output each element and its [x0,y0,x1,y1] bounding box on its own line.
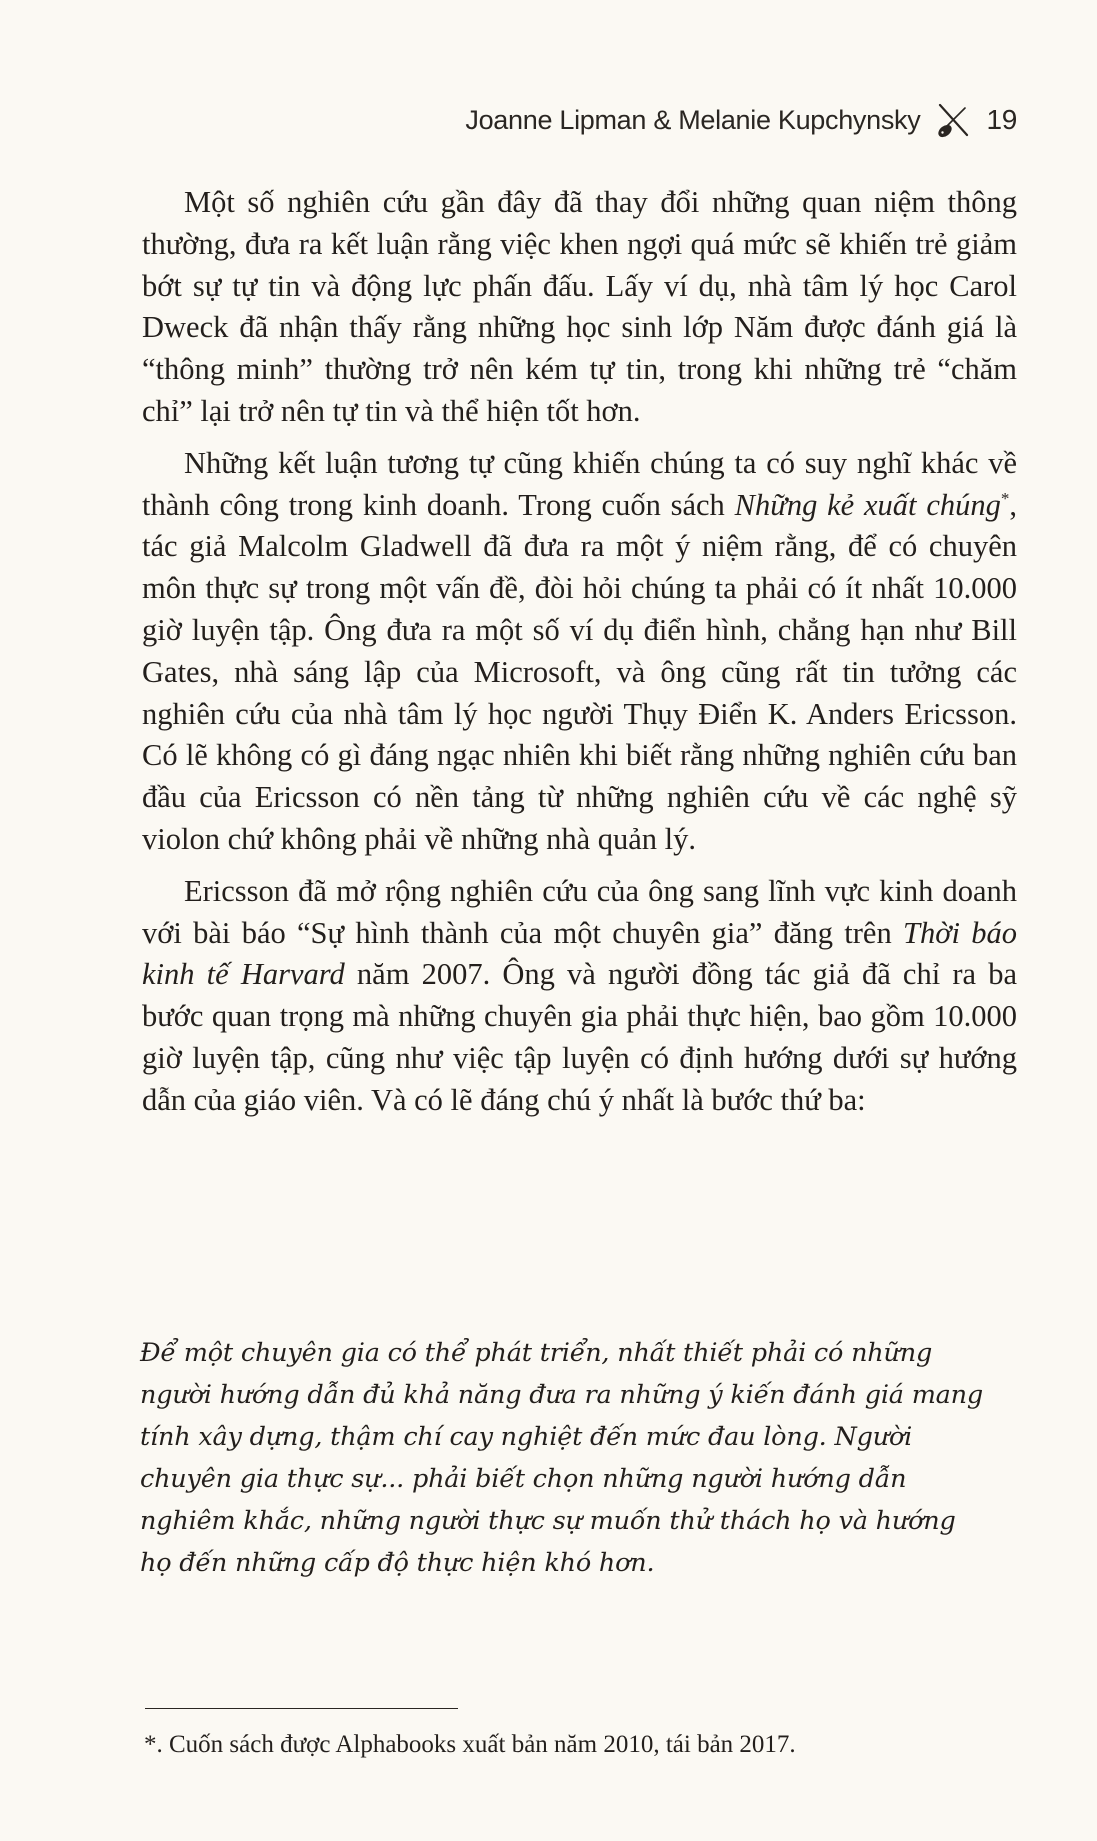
paragraph-2 [142,443,1017,861]
quote-line: chuyên gia thực sự... phải biết chọn những người hướng dẫn [140,1464,907,1494]
paragraph-2-text-a: Những kết luận tương tự cũng khiến chúng ta có suy nghĩ khác về thành công trong kinh doanh. Trong cuốn sách [142,445,1017,522]
quote-line: nghiêm khắc, những người thực sự muốn thử thách họ và hướng [140,1506,956,1536]
quote-line: Để một chuyên gia có thể phát triển, nhất thiết phải có những [140,1338,933,1368]
violin-icon [936,102,970,138]
block-quote [140,1332,984,1584]
footnote: *. Cuốn sách được Alphabooks xuất bản năm 2010, tái bản 2017. [144,1731,796,1758]
running-header [465,102,1017,138]
body-text [142,182,1017,1122]
book-title: Những kẻ xuất chúng [734,487,1001,522]
footnote-reference: * [1000,488,1010,508]
page-number: 19 [986,104,1017,135]
paragraph-3-text-a: Ericsson đã mở rộng nghiên cứu của ông sang lĩnh vực kinh doanh với bài báo “Sự hình thành của một chuyên gia” đăng trên [142,873,1017,950]
quote-line: tính xây dựng, thậm chí cay nghiệt đến mức đau lòng. Người [140,1422,913,1452]
quote-line: người hướng dẫn đủ khả năng đưa ra những ý kiến đánh giá mang [140,1380,984,1410]
journal-title: Thời báo kinh tế Harvard [142,915,1017,992]
paragraph-3 [142,871,1017,1122]
quote-line: họ đến những cấp độ thực hiện khó hơn. [140,1548,655,1578]
footnote-divider [145,1708,458,1709]
paragraph-2-text-b: , tác giả Malcolm Gladwell đã đưa ra một ý niệm rằng, để có chuyên môn thực sự trong một vấn đề, đòi hỏi chúng ta phải có ít nhất 10.000 giờ luyện tập. Ông đưa ra một số ví dụ điển hình, chẳng hạn như Bill Gates, nhà sáng lập của Microsoft, và ông cũng rất tin tưởng các nghiên cứu của nhà tâm lý học người Thụy Điển K. Anders Ericsson. Có lẽ không có gì đáng ngạc nhiên khi biết rằng những nghiên cứu ban đầu của Ericsson có nền tảng từ những nghiên cứu về các nghệ sỹ violon chứ không phải về những nhà quản lý. [142,487,1017,856]
running-title: Joanne Lipman & Melanie Kupchynsky [465,104,921,135]
paragraph-3-text-b: năm 2007. Ông và người đồng tác giả đã chỉ ra ba bước quan trọng mà những chuyên gia phải thực hiện, bao gồm 10.000 giờ luyện tập, cũng như việc tập luyện có định hướng dưới sự hướng dẫn của giáo viên. Và có lẽ đáng chú ý nhất là bước thứ ba: [142,957,1017,1117]
paragraph-1: Một số nghiên cứu gần đây đã thay đổi những quan niệm thông thường, đưa ra kết luận rằng việc khen ngợi quá mức sẽ khiến trẻ giảm bớt sự tự tin và động lực phấn đấu. Lấy ví dụ, nhà tâm lý học Carol Dweck đã nhận thấy rằng những học sinh lớp Năm được đánh giá là “thông minh” thường trở nên kém tự tin, trong khi những trẻ “chăm chỉ” lại trở nên tự tin và thể hiện tốt hơn. [142,185,1017,428]
